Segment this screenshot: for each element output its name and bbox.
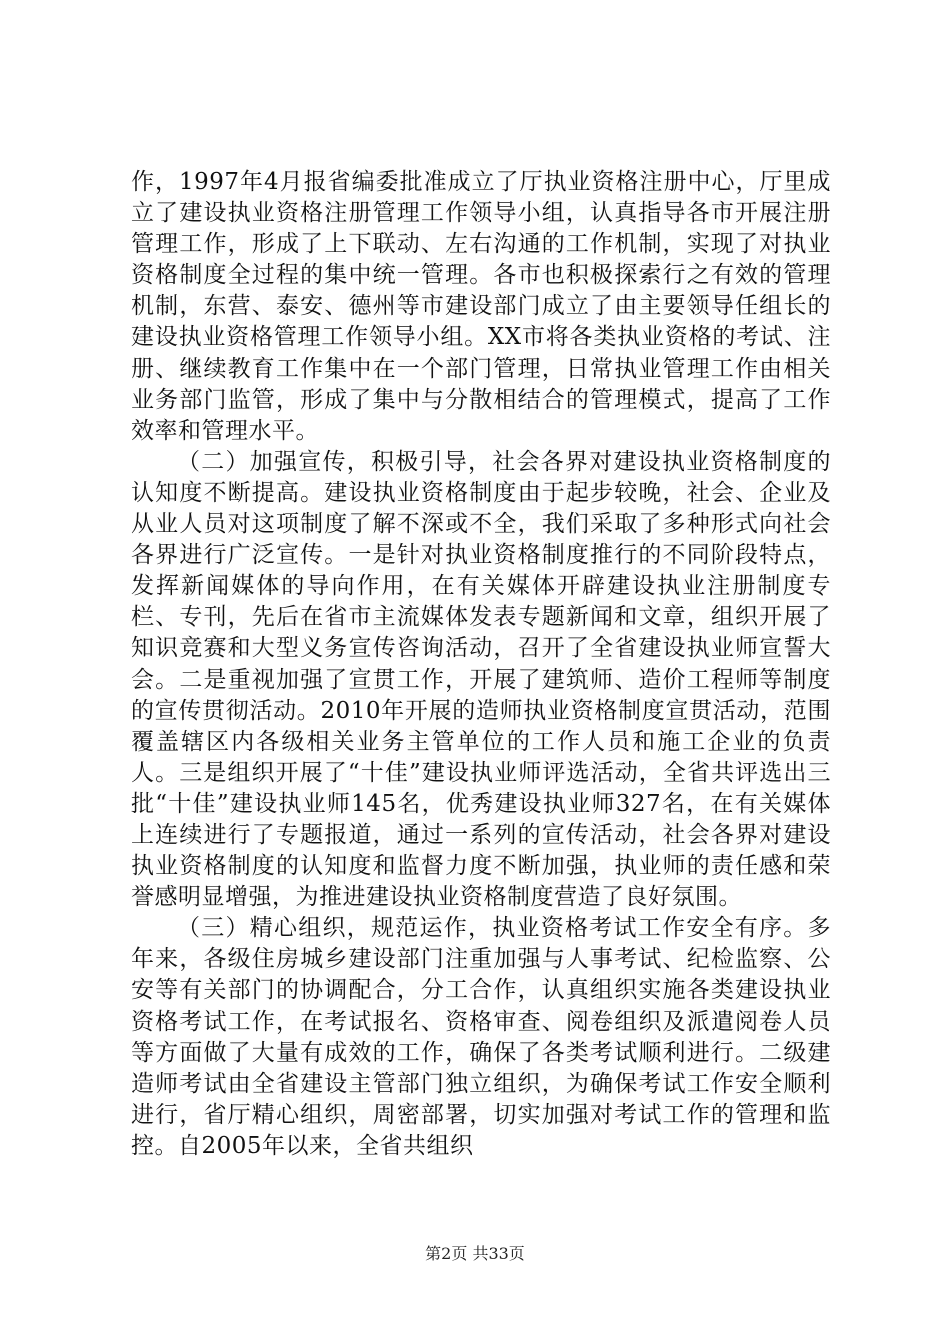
page-number-footer: 第2页 共33页 [425, 1244, 525, 1263]
document-body [131, 167, 831, 1162]
paragraph-2: （二）加强宣传，积极引导，社会各界对建设执业资格制度的认知度不断提高。建设执业资格制度由于起步较晚，社会、企业及从业人员对这项制度了解不深或不全，我们采取了多种形式向社会各界进行广泛宣传。一是针对执业资格制度推行的不同阶段特点，发挥新闻媒体的导向作用，在有关媒体开辟建设执业注册制度专栏、专刊，先后在省市主流媒体发表专题新闻和文章，组织开展了知识竞赛和大型义务宣传咨询活动，召开了全省建设执业师宣誓大会。二是重视加强了宣贯工作，开展了建筑师、造价工程师等制度的宣传贯彻活动。2010年开展的造师执业资格制度宣贯活动，范围覆盖辖区内各级相关业务主管单位的工作人员和施工企业的负责人。三是组织开展了“十佳”建设执业师评选活动，全省共评选出三批“十佳”建设执业师145名，优秀建设执业师327名，在有关媒体上连续进行了专题报道，通过一系列的宣传活动，社会各界对建设执业资格制度的认知度和监督力度不断加强，执业师的责任感和荣誉感明显增强，为推进建设执业资格制度营造了良好氛围。 [131, 448, 831, 911]
paragraph-1: 作，1997年4月报省编委批准成立了厅执业资格注册中心，厅里成立了建设执业资格注册管理工作领导小组，认真指导各市开展注册管理工作，形成了上下联动、左右沟通的工作机制，实现了对执业资格制度全过程的集中统一管理。各市也积极探索行之有效的管理机制，东营、泰安、德州等市建设部门成立了由主要领导任组长的建设执业资格管理工作领导小组。XX市将各类执业资格的考试、注册、继续教育工作集中在一个部门管理，日常执业管理工作由相关业务部门监管，形成了集中与分散相结合的管理模式，提高了工作效率和管理水平。 [131, 169, 831, 444]
paragraph-3: （三）精心组织，规范运作，执业资格考试工作安全有序。多年来，各级住房城乡建设部门注重加强与人事考试、纪检监察、公安等有关部门的协调配合，分工合作，认真组织实施各类建设执业资格考试工作，在考试报名、资格审查、阅卷组织及派遣阅卷人员等方面做了大量有成效的工作，确保了各类考试顺利进行。二级建造师考试由全省建设主管部门独立组织，为确保考试工作安全顺利进行，省厅精心组织，周密部署，切实加强对考试工作的管理和监控。自2005年以来，全省共组织 [131, 915, 831, 1159]
